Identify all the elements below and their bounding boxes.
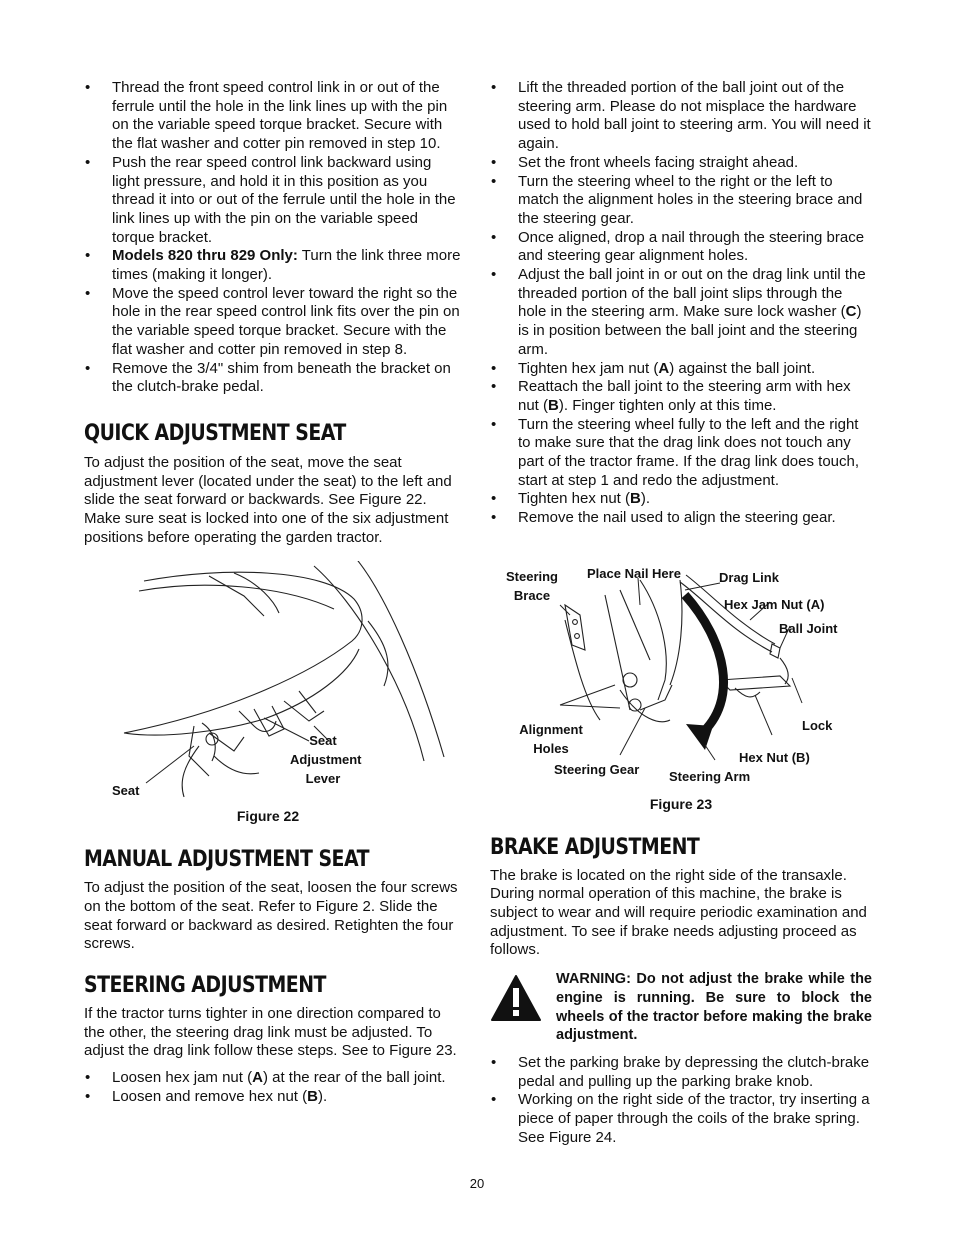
steering-steps-continued [490, 79, 872, 528]
steering-brace-label: Steering Brace [505, 568, 558, 603]
seat-label: Seat [112, 783, 140, 799]
list-item: • Remove the 3/4" shim from beneath the bracket on the clutch-brake pedal. [84, 360, 462, 397]
brake-adjustment-text: The brake is located on the right side of the transaxle. During normal operation of this machine, the brake is subject to wear and will require periodic examination and adjustment. To see if brake needs adjusting proceed as follows. [490, 866, 867, 959]
lock-label: Lock [802, 717, 833, 733]
figure-23-caption: Figure 23 [649, 795, 713, 812]
drag-link-label: Drag Link [719, 569, 779, 585]
left-column [84, 79, 462, 1107]
speed-link-steps [84, 79, 462, 397]
figure-23 [490, 560, 872, 794]
manual-adjustment-heading: MANUAL ADJUSTMENT SEAT [84, 847, 370, 873]
quick-adjustment-text: To adjust the position of the seat, move the seat adjustment lever (located under the seat) to the left and slide the seat forward or backwards. See Figure 22. Make sure seat is locked into one of the six adjustment positions before operating the garden tractor. [84, 453, 452, 546]
list-item: • Set the parking brake by depressing the clutch-brake pedal and pulling up the parking brake knob. [490, 1054, 872, 1091]
steering-arm-label: Steering Arm [669, 768, 751, 784]
list-item: • Loosen and remove hex nut (B). [84, 1088, 462, 1107]
right-column [490, 79, 872, 1147]
warning-box [490, 970, 872, 1045]
warning-icon [490, 970, 556, 1028]
list-item: • Turn the steering wheel fully to the left and the right to make sure that the drag link does not touch any part of the tractor frame. If the drag link does touch, start at step 1 and redo the adjustment. [490, 416, 872, 491]
steering-gear-label: Steering Gear [554, 761, 640, 777]
hex-jam-nut-label: Hex Jam Nut (A) [724, 596, 825, 612]
place-nail-label: Place Nail Here [587, 565, 681, 581]
hex-nut-label: Hex Nut (B) [739, 749, 810, 765]
ball-joint-label: Ball Joint [779, 620, 838, 636]
list-item: • Models 820 thru 829 Only: Turn the link three more times (making it longer). [84, 247, 462, 284]
seat-illustration [84, 561, 462, 805]
steering-adjustment-heading: STEERING ADJUSTMENT [84, 972, 326, 998]
list-item: • Remove the nail used to align the steering gear. [490, 509, 872, 528]
list-item: • Tighten hex nut (B). [490, 490, 872, 509]
list-item: • Push the rear speed control link backward using light pressure, and hold it in this position as you thread it into or out of the ferrule until the hole in the link lines up with the pin on the variable speed torque bracket. [84, 154, 462, 248]
steering-adjustment-text: If the tractor turns tighter in one direction compared to the other, the steering drag link must be adjusted. To adjust the drag link follow these steps. See to Figure 23. [84, 1004, 457, 1060]
list-item: • Set the front wheels facing straight ahead. [490, 154, 872, 173]
steering-steps-start [84, 1069, 462, 1106]
manual-adjustment-text: To adjust the position of the seat, loosen the four screws on the bottom of the seat. Refer to Figure 2. Slide the seat forward or backward as desired. Retighten the four screws. [84, 879, 458, 953]
brake-adjustment-heading: BRAKE ADJUSTMENT [490, 834, 700, 860]
list-item: • Thread the front speed control link in or out of the ferrule until the hole in the link lines up with the pin on the variable speed torque bracket. Secure with the flat washer and cotter pin removed in step 10. [84, 79, 462, 154]
list-item: • Adjust the ball joint in or out on the drag link until the threaded portion of the ball joint slips through the hole in the steering arm. Make sure lock washer (C) is in position between the ball joint and the steering arm. [490, 266, 872, 360]
figure-22-caption: Figure 22 [236, 808, 300, 825]
list-item: • Turn the steering wheel to the right or the left to match the alignment holes in the steering brace and the steering gear. [490, 173, 872, 229]
quick-adjustment-heading: QUICK ADJUSTMENT SEAT [84, 420, 346, 446]
list-item: • Tighten hex jam nut (A) against the ball joint. [490, 360, 872, 379]
warning-text: WARNING: Do not adjust the brake while the engine is running. Be sure to block the wheels of the tractor before making the brake adjustment. [556, 971, 872, 1044]
seat-adjustment-lever-label: Seat Adjustment Lever [290, 733, 362, 787]
list-item: • Working on the right side of the tractor, try inserting a piece of paper through the coils of the brake spring. See Figure 24. [490, 1091, 872, 1147]
brake-steps [490, 1054, 872, 1148]
figure-22 [84, 561, 462, 805]
list-item: • Reattach the ball joint to the steering arm with hex nut (B). Finger tighten only at this time. [490, 378, 872, 415]
page-number: 20 [469, 1176, 485, 1191]
alignment-holes-label: Alignment Holes [519, 721, 583, 756]
list-item: • Move the speed control lever toward the right so the hole in the rear speed control link fits over the pin on the variable speed torque bracket. Secure with the flat washer and cotter pin removed in step 8. [84, 285, 462, 360]
list-item: • Loosen hex jam nut (A) at the rear of the ball joint. [84, 1069, 462, 1088]
list-item: • Lift the threaded portion of the ball joint out of the steering arm. Please do not misplace the hardware used to hold ball joint to steering arm. You will need it again. [490, 79, 872, 154]
list-item: • Once aligned, drop a nail through the steering brace and steering gear alignment holes. [490, 229, 872, 266]
